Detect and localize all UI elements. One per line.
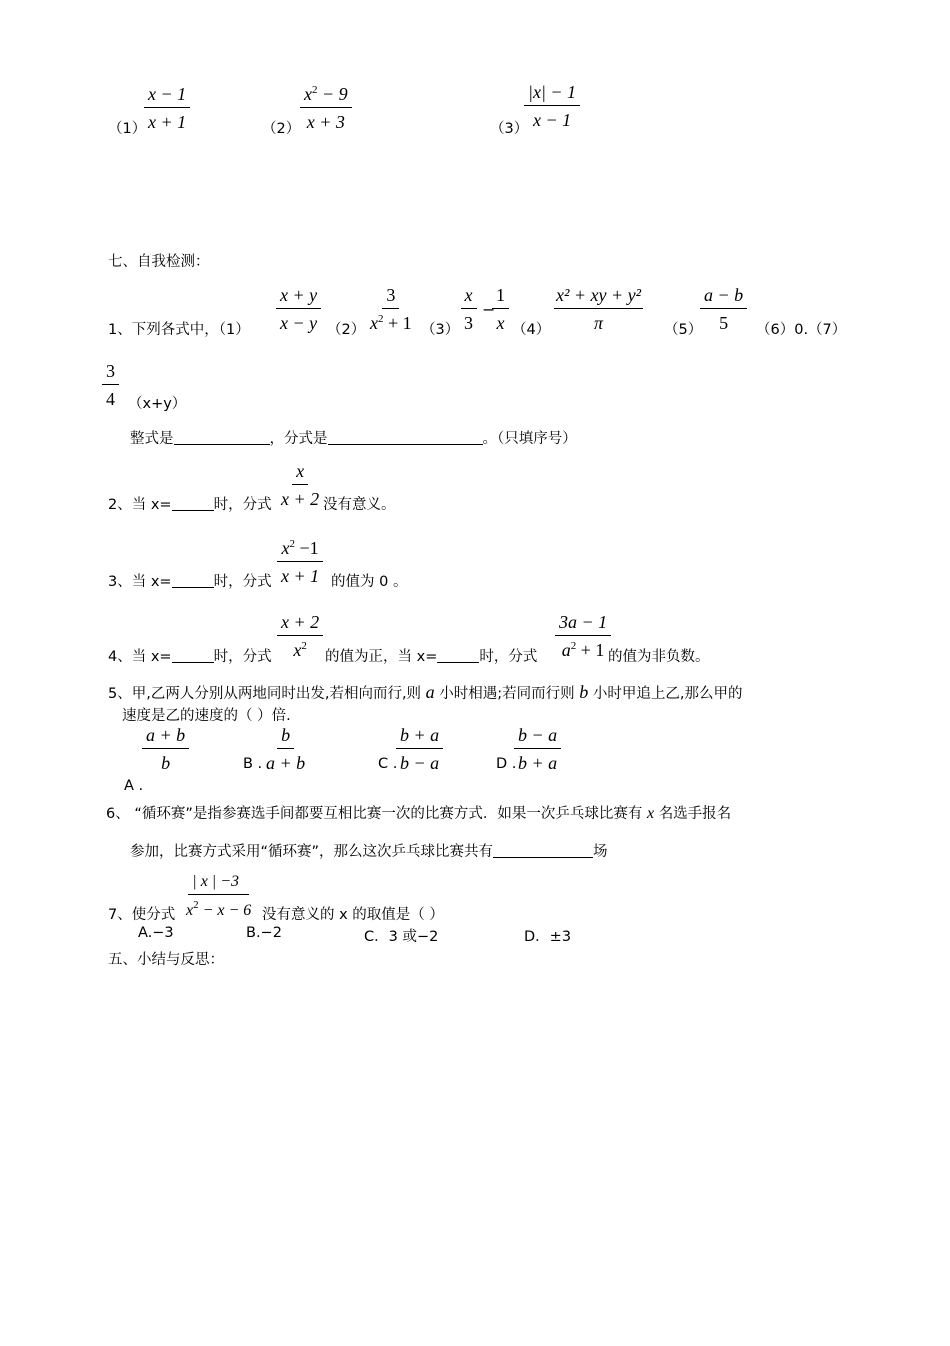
label: 时，分式 xyxy=(479,649,538,665)
term: x xyxy=(281,538,290,558)
q5-option-d-label[interactable]: D . xyxy=(496,756,517,772)
numerator: b xyxy=(277,726,294,749)
numerator: x − 1 xyxy=(144,85,190,108)
label: 4、当 x= xyxy=(108,649,172,665)
q1-label-2: （2） xyxy=(327,322,366,338)
denominator: x − 1 xyxy=(532,110,572,130)
term: a xyxy=(561,640,571,660)
numerator: a − b xyxy=(700,286,747,309)
q7-option-b[interactable]: B.−2 xyxy=(246,925,282,941)
q5-option-b-fraction[interactable] xyxy=(262,726,309,772)
numerator: x + y xyxy=(276,286,321,309)
denominator xyxy=(558,636,609,659)
term: |x| xyxy=(528,82,546,102)
q4-blank-1[interactable] xyxy=(172,648,214,663)
q7-option-c[interactable]: C．3 或−2 xyxy=(364,929,439,945)
q1-label-3: （3） xyxy=(421,322,460,338)
q1-tail: （6）0.（7） xyxy=(756,322,847,338)
example-fraction-1 xyxy=(144,85,190,131)
denominator: 3 xyxy=(464,313,473,333)
q4-fraction-1 xyxy=(277,613,323,659)
q6-blank[interactable] xyxy=(493,843,593,858)
q1-label-5: （5） xyxy=(664,322,703,338)
term: x xyxy=(186,902,194,919)
q7-option-a[interactable]: A.−3 xyxy=(138,925,174,941)
term: −1 xyxy=(294,538,319,558)
denominator: a + b xyxy=(266,753,306,773)
numerator xyxy=(300,85,352,108)
q1-expr-2 xyxy=(366,286,416,332)
q5-option-b-label[interactable]: B . xyxy=(243,756,263,772)
numerator: a + b xyxy=(142,726,189,749)
q1-label-4: （4） xyxy=(512,322,551,338)
q6-line-2 xyxy=(130,840,608,861)
numerator: x xyxy=(292,462,308,485)
exponent: 2 xyxy=(301,640,307,652)
label: 3、当 x= xyxy=(108,574,172,590)
section-7-title: 七、自我检测： xyxy=(108,254,210,270)
denominator: b − a xyxy=(400,753,440,773)
q3-tail: 的值为 0 。 xyxy=(331,574,408,590)
variable-a: a xyxy=(425,682,435,702)
denominator: x + 3 xyxy=(306,112,345,132)
numerator: b − a xyxy=(514,726,561,749)
q5-option-c-label[interactable]: C . xyxy=(378,756,398,772)
numerator: | x | −3 xyxy=(188,874,249,895)
label: 的值为正，当 x= xyxy=(325,649,438,665)
label: 2、当 x= xyxy=(108,497,172,513)
denominator: b + a xyxy=(518,753,558,773)
exponent: 2 xyxy=(312,84,318,96)
denominator xyxy=(289,636,311,659)
term: x xyxy=(293,640,302,660)
term: x xyxy=(370,313,378,333)
term: x xyxy=(304,84,312,104)
q4-tail: 的值为非负数。 xyxy=(608,649,710,665)
denominator: 5 xyxy=(719,313,729,333)
q5-line-1 xyxy=(108,682,743,703)
q1-expr-3b xyxy=(492,286,509,332)
label: 整式是 xyxy=(130,431,174,447)
denominator: x + 1 xyxy=(281,566,320,586)
q4-line-b xyxy=(325,645,537,666)
q1-expr-5 xyxy=(700,286,747,332)
text: 6、 “循环赛”是指参赛选手间都要互相比赛一次的比赛方式．如果一次乒乓球比赛有 xyxy=(106,806,643,822)
term: − 1 xyxy=(545,82,577,102)
example-fraction-2 xyxy=(300,85,352,131)
text: 小时相遇;若同而行则 xyxy=(439,686,575,702)
exponent: 2 xyxy=(193,899,199,911)
label: 。（只填序号） xyxy=(482,431,577,447)
denominator xyxy=(182,895,255,919)
label: ，分式是 xyxy=(269,431,328,447)
answer-blank-integral[interactable] xyxy=(174,430,270,445)
example-label-2: （2） xyxy=(262,121,301,137)
denominator: b xyxy=(161,753,171,773)
denominator: x + 2 xyxy=(281,489,320,509)
minus-sign: − xyxy=(482,300,496,319)
exponent: 2 xyxy=(570,640,577,652)
numerator: x² + xy + y² xyxy=(554,286,643,309)
q3-line xyxy=(108,570,272,591)
q1-expr-1 xyxy=(276,286,321,332)
section-5-title: 五、小结与反思： xyxy=(108,952,224,968)
q4-line-a xyxy=(108,645,272,666)
term: − 9 xyxy=(317,84,348,104)
label: 时，分式 xyxy=(213,497,272,513)
q2-blank[interactable] xyxy=(172,496,214,511)
q7-fraction xyxy=(182,874,255,919)
q3-fraction xyxy=(277,539,323,585)
variable-x: x xyxy=(646,805,655,822)
variable-b: b xyxy=(579,682,589,702)
numerator: x xyxy=(461,286,477,309)
q5-option-a-fraction[interactable] xyxy=(142,726,189,772)
exponent: 2 xyxy=(289,538,295,550)
q1-expr-7 xyxy=(102,362,119,408)
text: 5、甲,乙两人分别从两地同时出发,若相向而行,则 xyxy=(108,686,422,702)
text: 参加，比赛方式采用“循环赛”，那么这次乒乓球比赛共有 xyxy=(130,844,494,860)
denominator: π xyxy=(594,313,604,333)
numerator: 3 xyxy=(102,362,119,385)
exponent: 2 xyxy=(378,313,384,325)
numerator xyxy=(277,539,322,562)
q5-line-2: 速度是乙的速度的（ ）倍. xyxy=(122,708,291,724)
numerator: 3a − 1 xyxy=(555,613,611,636)
denominator xyxy=(366,309,416,332)
q2-line xyxy=(108,493,272,514)
q7-lead: 7、使分式 xyxy=(108,907,176,923)
q5-option-d-fraction[interactable] xyxy=(514,726,561,772)
term: − x − 6 xyxy=(198,902,252,919)
q4-blank-2[interactable] xyxy=(437,648,479,663)
numerator: 3 xyxy=(382,286,399,309)
denominator: 4 xyxy=(106,389,115,409)
numerator: b + a xyxy=(396,726,443,749)
q3-blank[interactable] xyxy=(172,573,214,588)
q2-fraction xyxy=(277,462,323,508)
term: + 1 xyxy=(576,640,605,660)
label: 时，分式 xyxy=(213,574,272,590)
q7-option-d[interactable]: D．±3 xyxy=(524,929,572,945)
numerator xyxy=(524,83,580,106)
text: 场 xyxy=(593,844,608,860)
text: 小时甲追上乙,那么甲的 xyxy=(592,686,743,702)
term: + 1 xyxy=(383,313,412,333)
numerator: 1 xyxy=(492,286,509,309)
q5-option-c-fraction[interactable] xyxy=(396,726,443,772)
q1-answer-line xyxy=(130,427,577,448)
example-label-3: （3） xyxy=(490,121,529,137)
numerator: x + 2 xyxy=(277,613,323,636)
example-label-1: （1） xyxy=(108,121,147,137)
q1-expr-7-tail: （x+y） xyxy=(128,396,187,412)
q6-line-1 xyxy=(106,802,731,823)
q4-fraction-2 xyxy=(555,613,611,659)
denominator: x − y xyxy=(280,313,318,333)
q2-tail: 没有意义。 xyxy=(323,497,396,513)
q7-tail: 没有意义的 x 的取值是（ ） xyxy=(262,907,444,923)
example-fraction-3 xyxy=(524,83,580,129)
q1-lead: 1、下列各式中，（1） xyxy=(108,322,250,338)
denominator: x xyxy=(496,313,505,333)
q1-expr-4 xyxy=(554,286,643,332)
label: 时，分式 xyxy=(213,649,272,665)
answer-blank-fraction[interactable] xyxy=(328,430,483,445)
q1-expr-3a xyxy=(460,286,477,332)
q5-option-a-label[interactable]: A . xyxy=(124,778,144,794)
text: 名选手报名 xyxy=(658,806,732,822)
denominator: x + 1 xyxy=(148,112,187,132)
